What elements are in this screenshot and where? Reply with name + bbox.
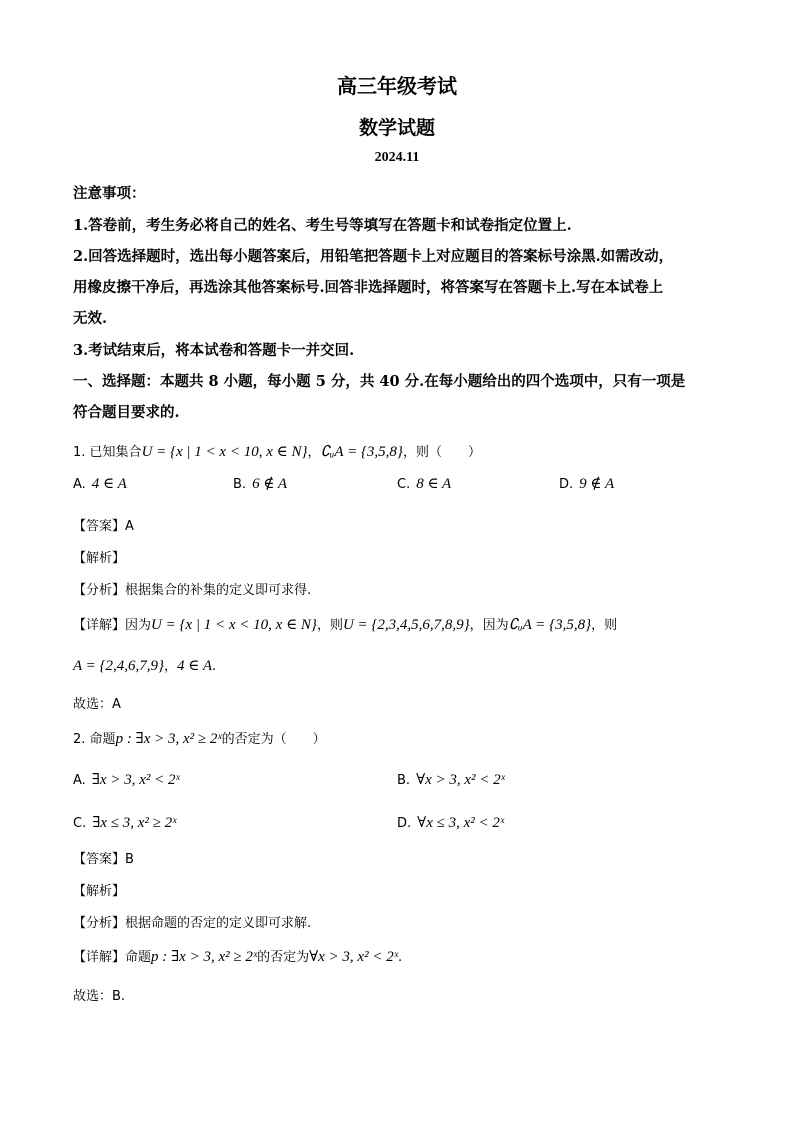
answer-tag: 【答案】 [73, 519, 126, 534]
detail-math: U = {x | 1 < x < 10, x ∈ N} [151, 617, 317, 633]
detail-text: ， [164, 659, 178, 674]
question-2-option-a [73, 770, 180, 789]
detail-math: A = {2,4,6,7,9} [73, 658, 165, 674]
detail-text: ，则 [316, 618, 343, 633]
question-1-set-u: U = {x | 1 < x < 10, x ∈ N} [141, 444, 308, 460]
section-heading-line-1: 一、选择题：本题共 8 小题，每小题 5 分，共 40 分.在每小题给出的四个选项中，只有一项是 [73, 373, 686, 390]
question-1-option-a [73, 474, 127, 493]
detail-math: ∀x > 3, x² < 2ˣ [309, 949, 398, 965]
detail-text: . [212, 659, 217, 674]
exam-date: 2024.11 [374, 150, 420, 165]
question-1-option-d [559, 474, 614, 493]
option-label: D. [559, 477, 574, 492]
answer-tag: 【答案】 [73, 852, 126, 867]
option-expression: ∀x ≤ 3, x² < 2ˣ [417, 815, 505, 831]
option-label: B. [233, 477, 247, 492]
question-2-option-d [397, 813, 504, 832]
option-expression: 9 ∉ A [579, 476, 615, 492]
fenxi-text: 根据集合的补集的定义即可求得. [125, 583, 312, 598]
question-2-detail [73, 946, 402, 966]
question-1-comma: ， [307, 445, 321, 460]
notice-item-3: 3.考试结束后，将本试卷和答题卡一并交回. [73, 342, 355, 359]
notice-heading: 注意事项： [73, 185, 146, 202]
detail-text: . [397, 950, 403, 965]
option-expression: 8 ∈ A [416, 476, 452, 492]
detail-math: U = {2,3,4,5,6,7,8,9} [342, 617, 470, 633]
exam-subtitle: 数学试题 [358, 117, 435, 139]
question-1-stem-prefix: 已知集合 [89, 445, 142, 460]
option-expression: 6 ∉ A [252, 476, 288, 492]
question-1-fenxi [73, 579, 311, 598]
question-2-conclusion: 故选：B. [73, 989, 126, 1004]
question-1-number: 1. [73, 445, 86, 460]
answer-value: B [125, 852, 134, 867]
notice-item-2-line-1: 2.回答选择题时，选出每小题答案后，用铅笔把答题卡上对应题目的答案标号涂黑.如需改动， [73, 248, 674, 265]
question-2-stem-prefix: 命题 [89, 732, 116, 747]
detail-math: 4 ∈ A [177, 658, 213, 674]
option-expression: 4 ∈ A [91, 476, 127, 492]
option-label: A. [73, 773, 86, 788]
question-1-conclusion: 故选：A [73, 697, 121, 712]
question-2-analysis-tag: 【解析】 [73, 884, 126, 899]
answer-value: A [125, 519, 134, 534]
notice-item-1: 1.答卷前，考生务必将自己的姓名、考生号等填写在答题卡和试卷指定位置上. [73, 217, 572, 234]
detail-text: 命题 [125, 950, 152, 965]
detail-text: 的否定为 [257, 950, 310, 965]
question-2-stem [73, 728, 326, 748]
detail-text: 因为 [125, 618, 152, 633]
question-1-detail-line-1 [73, 614, 617, 634]
exam-title: 高三年级考试 [337, 74, 457, 98]
detail-math: p : ∃x > 3, x² ≥ 2ˣ [151, 949, 258, 965]
fenxi-tag: 【分析】 [73, 916, 126, 931]
notice-item-2-line-2: 用橡皮擦干净后，再选涂其他答案标号.回答非选择题时，将答案写在答题卡上.写在本试卷上 [73, 279, 664, 296]
option-label: A. [73, 477, 86, 492]
question-1-option-c [397, 474, 451, 493]
section-heading-line-2: 符合题目要求的. [73, 404, 180, 421]
question-1-option-b [233, 474, 287, 493]
question-2-stem-suffix: 的否定为（ ） [221, 732, 326, 747]
option-expression: ∀x > 3, x² < 2ˣ [416, 772, 505, 788]
option-label: D. [397, 816, 412, 831]
detail-tag: 【详解】 [73, 950, 126, 965]
question-1-detail-line-2 [73, 655, 216, 675]
detail-tag: 【详解】 [73, 618, 126, 633]
question-2-answer [73, 848, 134, 867]
option-label: C. [397, 477, 411, 492]
question-1-answer [73, 515, 134, 534]
detail-math: ∁ᵤA = {3,5,8} [508, 617, 592, 633]
detail-text: ，因为 [469, 618, 509, 633]
question-2-option-c [73, 813, 176, 832]
question-2-number: 2. [73, 732, 86, 747]
fenxi-tag: 【分析】 [73, 583, 126, 598]
question-2-fenxi [73, 912, 311, 931]
detail-text: ，则 [591, 618, 618, 633]
option-expression: ∃x > 3, x² < 2ˣ [91, 772, 180, 788]
fenxi-text: 根据命题的否定的定义即可求解. [125, 916, 312, 931]
question-1-stem-suffix: ，则（ ） [402, 445, 481, 460]
option-label: C. [73, 816, 87, 831]
option-label: B. [397, 773, 411, 788]
question-1-stem [73, 441, 481, 461]
question-2-stem-expression: p : ∃x > 3, x² ≥ 2ˣ [115, 731, 222, 747]
option-expression: ∃x ≤ 3, x² ≥ 2ˣ [92, 815, 177, 831]
question-1-analysis-tag: 【解析】 [73, 551, 126, 566]
notice-item-2-line-3: 无效. [73, 310, 108, 327]
question-2-option-b [397, 770, 505, 789]
question-1-complement: ∁ᵤA = {3,5,8} [320, 444, 403, 460]
